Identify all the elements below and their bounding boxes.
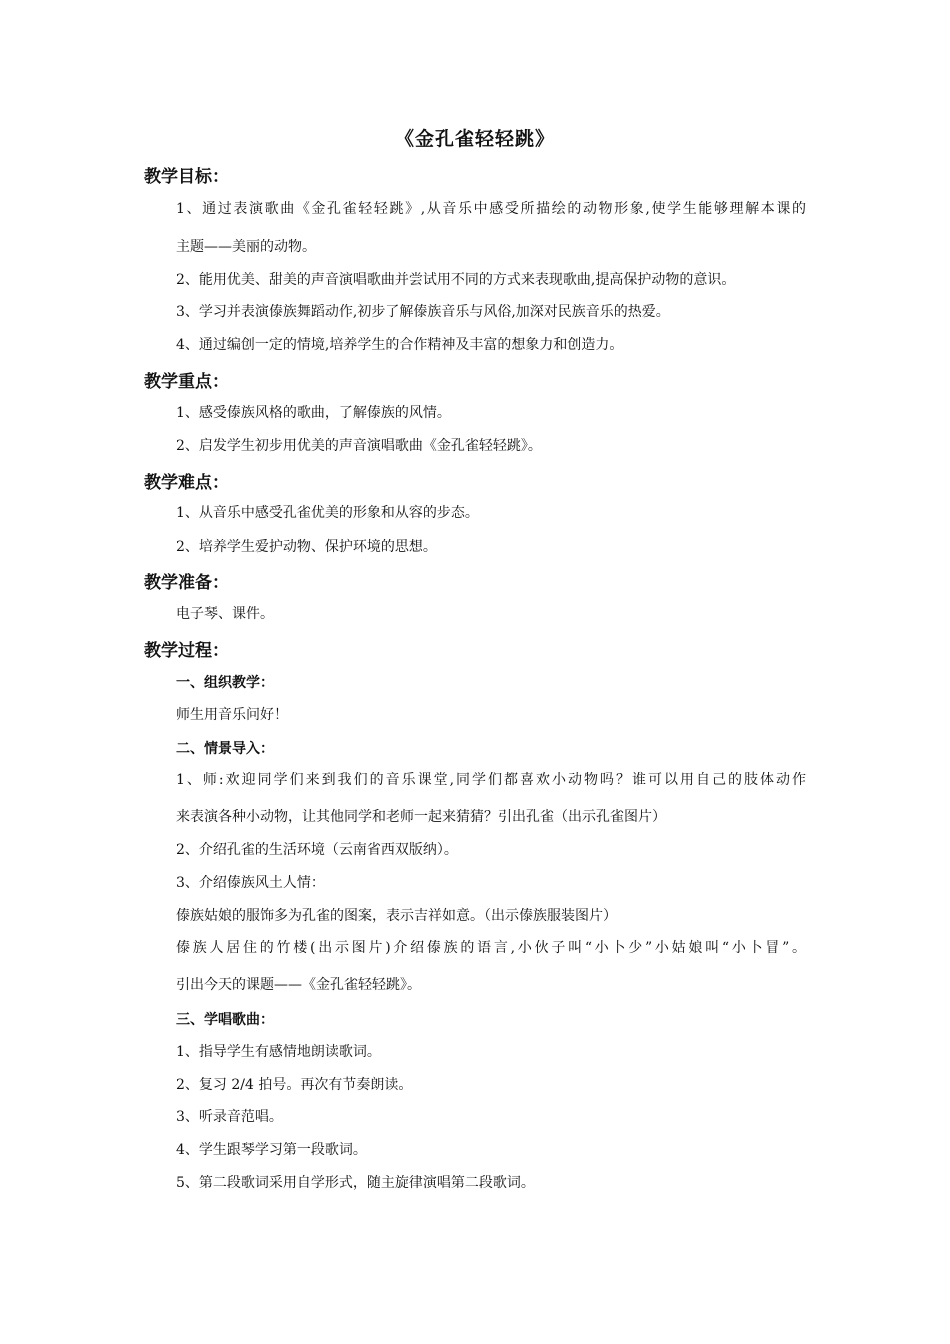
key-point-1: 1、感受傣族风格的歌曲，了解傣族的风情。 — [176, 405, 451, 421]
heading-difficulties: 教学难点： — [144, 473, 229, 493]
step-2-line-7: 引出今天的课题——《金孔雀轻轻跳》。 — [176, 977, 421, 993]
step-2-line-4: 3、介绍傣族风土人情： — [176, 875, 325, 891]
document-title: 《金孔雀轻轻跳》 — [394, 128, 555, 150]
step-3-line-2: 2、复习 2/4 拍号。再次有节奏朗读。 — [176, 1077, 413, 1093]
step-3-line-1: 1、指导学生有感情地朗读歌词。 — [176, 1044, 381, 1060]
step-3-line-5: 5、第二段歌词采用自学形式，随主旋律演唱第二段歌词。 — [176, 1175, 535, 1191]
heading-process: 教学过程： — [144, 641, 229, 661]
subheading-step-2: 二、情景导入： — [176, 741, 274, 757]
key-point-2: 2、启发学生初步用优美的声音演唱歌曲《金孔雀轻轻跳》。 — [176, 438, 542, 454]
step-1-line-1: 师生用音乐问好！ — [176, 707, 288, 723]
heading-objectives: 教学目标： — [144, 167, 229, 187]
objective-line-4: 3、学习并表演傣族舞蹈动作,初步了解傣族音乐与风俗,加深对民族音乐的热爱。 — [176, 304, 670, 320]
subheading-step-1: 一、组织教学： — [176, 675, 274, 691]
heading-preparation: 教学准备： — [144, 573, 229, 593]
objective-line-5: 4、通过编创一定的情境,培养学生的合作精神及丰富的想象力和创造力。 — [176, 337, 624, 353]
step-3-line-4: 4、学生跟琴学习第一段歌词。 — [176, 1142, 367, 1158]
difficulty-1: 1、从音乐中感受孔雀优美的形象和从容的步态。 — [176, 505, 479, 521]
subheading-step-3: 三、学唱歌曲： — [176, 1012, 274, 1028]
step-2-line-3: 2、介绍孔雀的生活环境（云南省西双版纳）。 — [176, 842, 458, 858]
heading-key-points: 教学重点： — [144, 372, 229, 392]
difficulty-2: 2、培养学生爱护动物、保护环境的思想。 — [176, 539, 437, 555]
objective-line-3: 2、能用优美、甜美的声音演唱歌曲并尝试用不同的方式来表现歌曲,提高保护动物的意识。 — [176, 272, 736, 288]
objective-line-1: 1、通过表演歌曲《金孔雀轻轻跳》,从音乐中感受所描绘的动物形象,使学生能够理解本课的 — [176, 201, 806, 217]
preparation-text: 电子琴、课件。 — [176, 606, 274, 622]
objective-line-2: 主题——美丽的动物。 — [176, 239, 316, 255]
step-2-line-5: 傣族姑娘的服饰多为孔雀的图案，表示吉祥如意。（出示傣族服装图片） — [176, 908, 617, 924]
step-2-line-6: 傣族人居住的竹楼(出示图片)介绍傣族的语言,小伙子叫“小卜少”小姑娘叫“小卜冒”。 — [176, 940, 806, 956]
step-2-line-1: 1、师:欢迎同学们来到我们的音乐课堂,同学们都喜欢小动物吗？谁可以用自己的肢体动作 — [176, 772, 806, 788]
step-3-line-3: 3、听录音范唱。 — [176, 1109, 283, 1125]
step-2-line-2: 来表演各种小动物，让其他同学和老师一起来猜猜？引出孔雀（出示孔雀图片） — [176, 809, 666, 825]
